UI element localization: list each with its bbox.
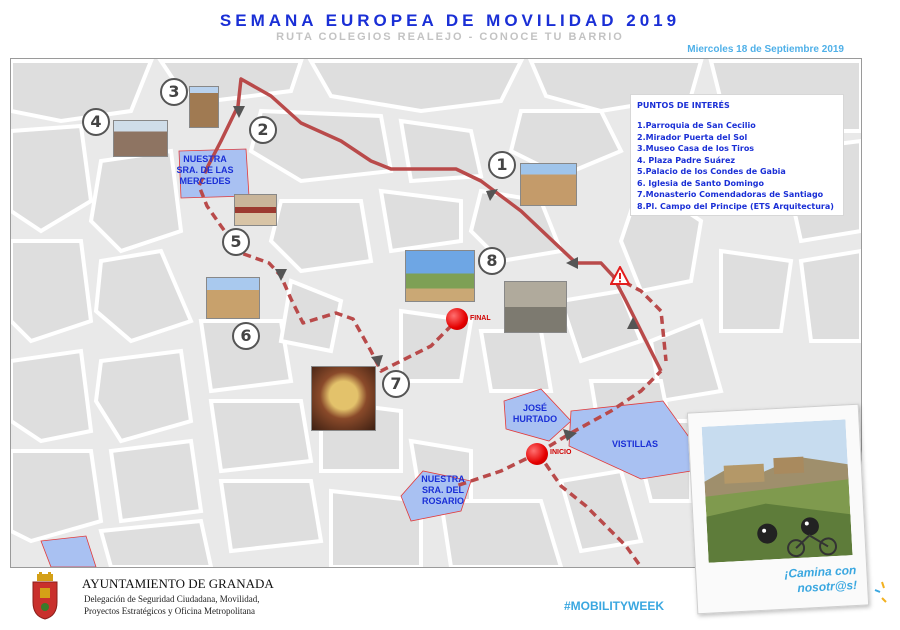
poi-number-7[interactable]: 7 (382, 370, 410, 398)
organization-dept-line2: Proyectos Estratégicos y Oficina Metropolitana (84, 606, 255, 616)
poi-number-3[interactable]: 3 (160, 78, 188, 106)
poi-legend-title: PUNTOS DE INTERÉS (637, 101, 730, 110)
school-rosario-label: NUESTRA SRA. DEL ROSARIO (421, 474, 465, 506)
promo-slogan: ¡Camina con nosotr@s! (784, 562, 858, 596)
poi-item: 7.Monasterio Comendadoras de Santiago (637, 190, 824, 199)
route-start-marker[interactable] (526, 443, 548, 465)
poi-item: 6. Iglesia de Santo Domingo (637, 178, 764, 188)
photo-ets-arquitectura (504, 281, 567, 333)
photo-padre-suarez (113, 120, 168, 157)
school-jose-hurtado-label: JOSÉ HURTADO (512, 403, 558, 424)
organization-name: AYUNTAMIENTO DE GRANADA (82, 576, 274, 591)
school-vistillas-label: VISTILLAS (611, 439, 658, 449)
granada-crest-icon (28, 572, 62, 620)
photo-san-cecilio (520, 163, 577, 206)
alhambra-photo (702, 419, 853, 562)
route-start-label: INICIO (550, 449, 572, 456)
photo-santo-domingo (206, 277, 260, 319)
poi-item: 8.Pl. Campo del Principe (ETS Arquitectura) (637, 201, 834, 211)
organization-dept-line1: Delegación de Seguridad Ciudadana, Movilidad, (84, 594, 260, 604)
promo-polaroid (687, 404, 869, 615)
photo-condes-gabia (234, 194, 277, 226)
zone-bottom-left (41, 536, 96, 567)
route-end-marker[interactable] (446, 308, 468, 330)
points-of-interest-legend (630, 94, 844, 216)
poi-item: 2.Mirador Puerta del Sol (637, 132, 748, 142)
photo-campo-principe (405, 250, 475, 302)
warning-icon (610, 266, 630, 286)
poi-number-6[interactable]: 6 (232, 322, 260, 350)
photo-casa-tiros (189, 86, 219, 128)
page-title: SEMANA EUROPEA DE MOVILIDAD 2019 (219, 11, 681, 30)
hashtag[interactable]: #MOBILITYWEEK (564, 599, 665, 613)
route-end-label: FINAL (470, 315, 491, 322)
school-mercedes-label: NUESTRA SRA. DE LAS MERCEDES (176, 154, 234, 186)
poi-number-8[interactable]: 8 (478, 247, 506, 275)
poi-number-1[interactable]: 1 (488, 151, 516, 179)
poi-item: 4. Plaza Padre Suárez (637, 155, 736, 165)
poi-number-2[interactable]: 2 (249, 116, 277, 144)
poi-number-4[interactable]: 4 (82, 108, 110, 136)
poi-item: 5.Palacio de los Condes de Gabia (637, 167, 786, 176)
poi-number-5[interactable]: 5 (222, 228, 250, 256)
poi-item: 3.Museo Casa de los Tiros (637, 144, 755, 153)
page-subtitle: RUTA COLEGIOS REALEJO - CONOCE TU BARRIO (276, 31, 624, 43)
event-date: Miercoles 18 de Septiembre 2019 (687, 44, 844, 55)
photo-comendadoras (311, 366, 376, 431)
arrow-icon (275, 269, 287, 281)
sparkle-icon (872, 580, 892, 606)
poi-item: 1.Parroquia de San Cecilio (637, 121, 756, 130)
